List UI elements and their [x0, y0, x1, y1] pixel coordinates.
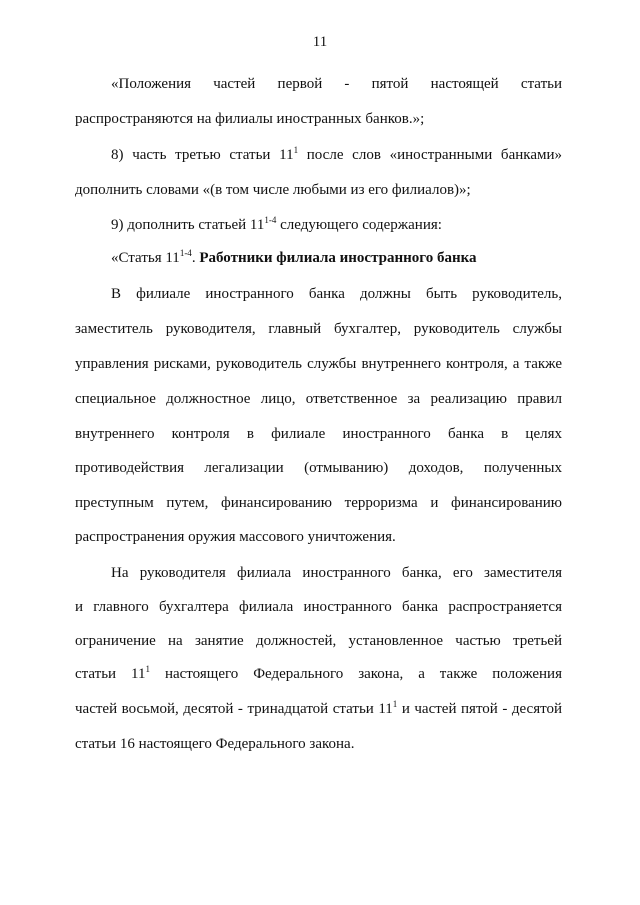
text-line [111, 145, 562, 165]
text-line [75, 664, 562, 684]
superscript: 1-4 [264, 215, 277, 225]
superscript: 1 [145, 664, 150, 674]
text-line: противодействия легализации (отмыванию) доходов, полученных [75, 460, 562, 476]
text-line [111, 215, 562, 235]
superscript: 1 [392, 699, 398, 709]
text-fragment: настоящего Федерального закона, а также положения [150, 666, 562, 682]
text-fragment: 9) дополнить статьей 11 [111, 217, 265, 233]
text-fragment: и частей пятой - десятой [397, 701, 562, 717]
text-fragment: статьи 11 [75, 666, 146, 682]
text-fragment: «Статья 11 [111, 250, 180, 266]
text-line: На руководителя филиала иностранного банка, его заместителя [111, 565, 562, 581]
text-line: преступным путем, финансированию терроризма и финансированию [75, 495, 562, 511]
text-fragment: после слов «иностранными банками» [298, 147, 562, 163]
text-line: ограничение на занятие должностей, установленное частью третьей [75, 633, 562, 649]
page-number: 11 [312, 34, 328, 50]
text-line: заместитель руководителя, главный бухгалтер, руководитель службы [75, 321, 562, 337]
text-line: распространяются на филиалы иностранных банков.»; [75, 111, 425, 127]
text-line: «Положения частей первой - пятой настоящей статьи [111, 76, 562, 92]
superscript: 1 [293, 145, 299, 155]
text-line: и главного бухгалтера филиала иностранного банка распространяется [75, 599, 562, 615]
text-line: внутреннего контроля в филиале иностранного банка в целях [75, 426, 562, 442]
text-line: управления рисками, руководитель службы внутреннего контроля, а также [75, 356, 562, 372]
text-fragment: следующего содержания: [276, 217, 442, 233]
text-line: В филиале иностранного банка должны быть руководитель, [111, 286, 562, 302]
text-fragment: 8) часть третью статьи 11 [111, 147, 294, 163]
superscript: 1-4 [179, 248, 192, 258]
text-fragment: частей восьмой, десятой - тринадцатой статьи 11 [75, 701, 393, 717]
article-heading [111, 248, 562, 268]
text-line: дополнить словами «(в том числе любыми из его филиалов)»; [75, 182, 471, 198]
text-line: статьи 16 настоящего Федерального закона. [75, 736, 355, 752]
text-line [75, 699, 562, 719]
text-line: распространения оружия массового уничтожения. [75, 529, 396, 545]
text-fragment: . [191, 250, 200, 266]
article-title: Работники филиала иностранного банка [199, 250, 477, 266]
text-line: специальное должностное лицо, ответственное за реализацию правил [75, 391, 562, 407]
